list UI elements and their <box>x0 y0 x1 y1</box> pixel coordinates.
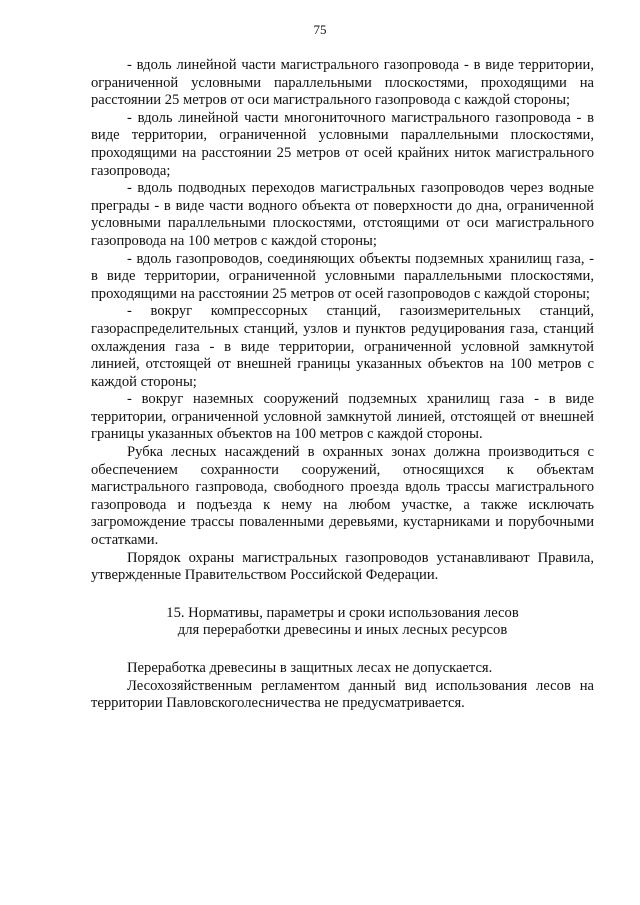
paragraph-processing-prohibited: Переработка древесины в защитных лесах не допускается. <box>127 660 493 676</box>
section-heading-line-2: для переработки древесины и иных лесных ресурсов <box>177 622 508 639</box>
paragraph-gas-pipeline-multistring: - вдоль линейной части многониточного магистрального газопровода - в виде территории, ограниченной условными параллельными плоскостями, проходящими на расстоянии 25 метров от осей крайних ниток магистрального газопровода; <box>91 109 594 179</box>
section-heading <box>91 605 594 640</box>
paragraph-felling-rules: Рубка лесных насаждений в охранных зонах должна производиться с обеспечением сохранности сооружений, относящихся к объектам магистрального газпровода, свободного проезда вдоль трассы магистрального газопровода и подъезда к нему на любом участке, а также исключать загромождение трассы поваленными деревьями, кустарниками и порубочными остатками. <box>91 444 594 549</box>
paragraph-protection-order: Порядок охраны магистральных газопроводов устанавливают Правила, утвержденные Правительством Российской Федерации. <box>91 549 594 584</box>
paragraph-gas-pipeline-linear: - вдоль линейной части магистрального газопровода - в виде территории, ограниченной условными параллельными плоскостями, проходящими на расстоянии 25 метров от оси магистрального газопровода с каждой стороны; <box>91 57 594 109</box>
paragraph-regulation-note: Лесохозяйственным регламентом данный вид использования лесов на территории Павловскоголесничества не предусматривается. <box>91 677 594 712</box>
paragraph-underwater-crossings: - вдоль подводных переходов магистральных газопроводов через водные преграды - в виде части водного объекта от поверхности до дна, ограниченной условными параллельными плоскостями, отстоящими от оси магистрального газопровода на 100 метров с каждой стороны; <box>91 180 594 249</box>
document-body <box>91 57 594 713</box>
paragraph-ground-facilities: - вокруг наземных сооружений подземных хранилищ газа - в виде территории, ограниченной условной замкнутой линией, отстоящей от внешней границы указанных объектов на 100 метров с каждой стороны. <box>91 391 594 443</box>
paragraph-storage-pipelines: - вдоль газопроводов, соединяющих объекты подземных хранилищ газа, - в виде территории, ограниченной условными параллельными плоскостями, проходящими на расстоянии 25 метров от осей газопроводов с каждой стороны; <box>91 250 594 302</box>
page-number: 75 <box>313 22 327 37</box>
paragraph-compressor-stations: - вокруг компрессорных станций, газоизмерительных станций, газораспределительных станций, узлов и пунктов редуцирования газа, станций охлаждения газа - в виде территории, ограниченной условной замкнутой линией, отстоящей от внешней границы указанных объектов на 100 метров с каждой стороны; <box>91 303 594 390</box>
section-heading-line-1: 15. Нормативы, параметры и сроки использования лесов <box>166 604 519 621</box>
